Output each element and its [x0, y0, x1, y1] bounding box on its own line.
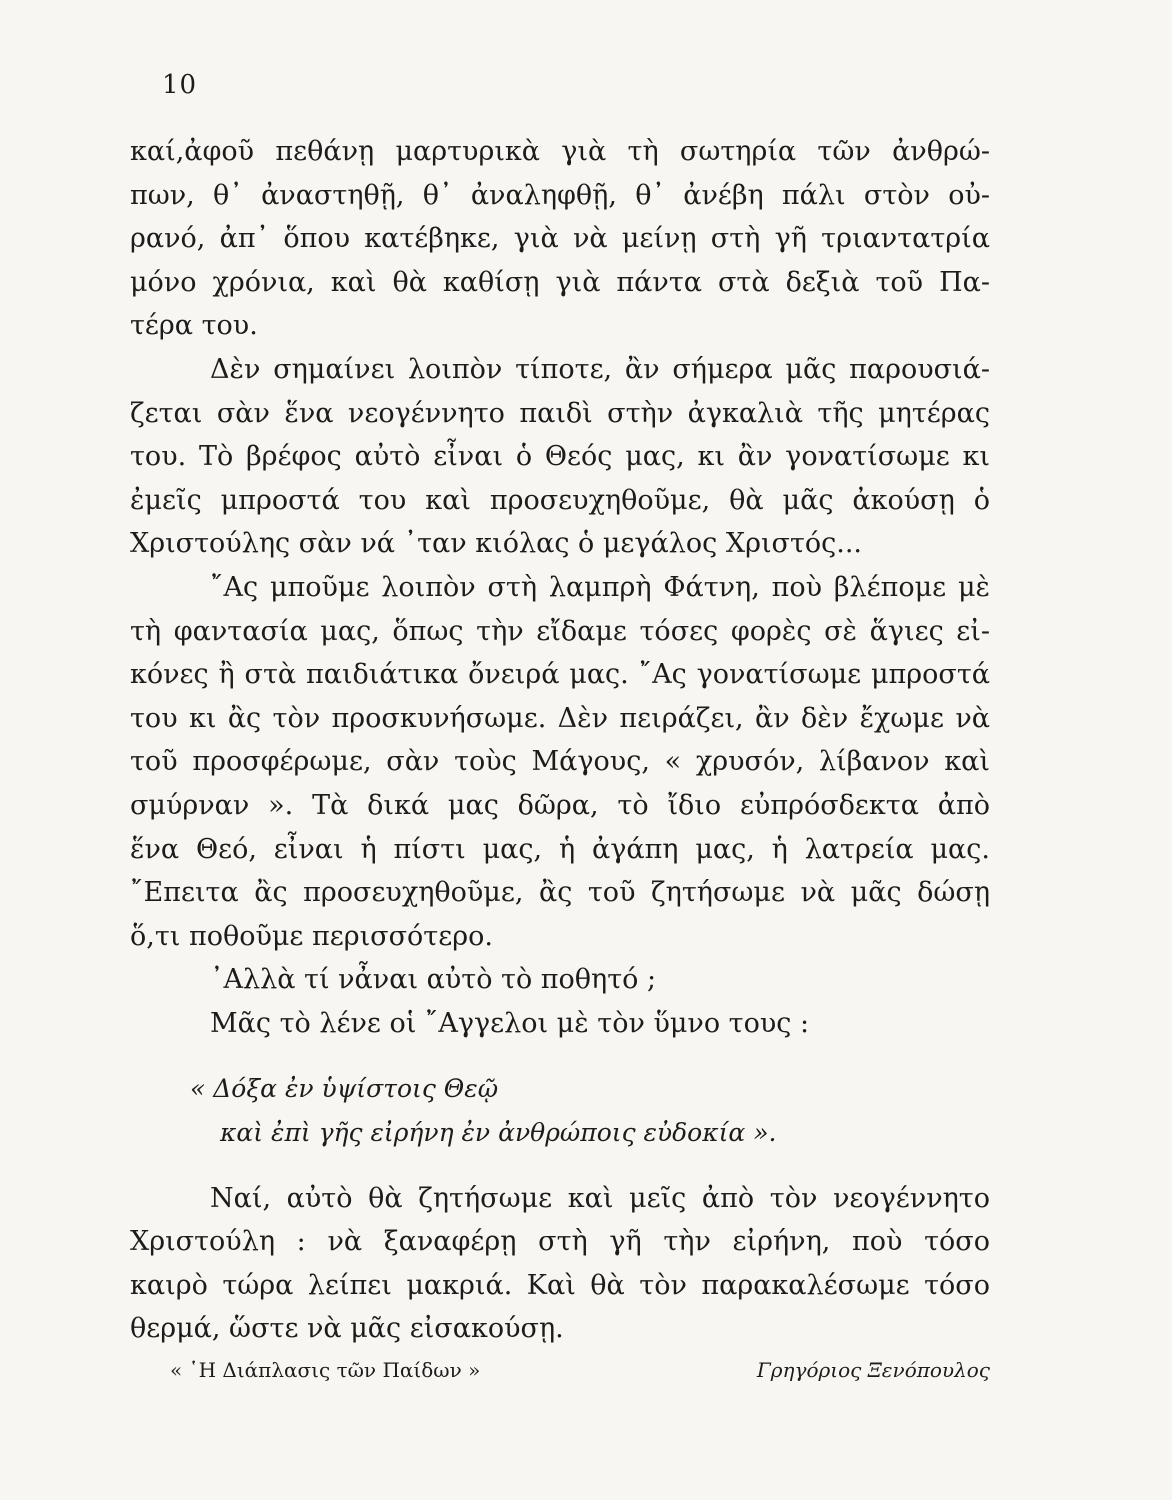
text-line: ρανό, ἀπ᾽ ὅπου κατέβηκε, γιὰ νὰ μείνῃ στὴ γῆ τριαντατρία: [130, 223, 990, 255]
text-line: Χριστούλης σὰν νά ᾿ταν κιόλας ὁ μεγάλος Χριστός...: [130, 528, 863, 560]
source-citation: « ῾Η Διάπλασις τῶν Παίδων »: [170, 1358, 481, 1382]
text-line: μόνο χρόνια, καὶ θὰ καθίσῃ γιὰ πάντα στὰ δεξιὰ τοῦ Πα-: [130, 266, 990, 298]
text-line: κόνες ἢ στὰ παιδιάτικα ὄνειρά μας. ῎Ας γονατίσωμε μπροστά: [130, 659, 990, 691]
page-number: 10: [162, 70, 198, 100]
text-line: ὅ,τι ποθοῦμε περισσότερο.: [130, 920, 493, 952]
text-line: Ναί, αὐτὸ θὰ ζητήσωμε καὶ μεῖς ἀπὸ τὸν νεογέννητο: [210, 1182, 990, 1214]
hymn-quote: [130, 1067, 990, 1154]
hymn-line: « Δόξα ἐν ὑψίστοις Θεῷ: [190, 1074, 499, 1104]
text-line: καιρὸ τώρα λείπει μακριά. Καὶ θὰ τὸν παρακαλέσωμε τόσο: [130, 1269, 990, 1301]
paragraph-5: [130, 1002, 990, 1046]
paragraph-3: [130, 566, 990, 958]
text-line: καί,ἀφοῦ πεθάνῃ μαρτυρικὰ γιὰ τὴ σωτηρία τῶν ἀνθρώ-: [130, 136, 990, 167]
text-line: του. Τὸ βρέφος αὐτὸ εἶναι ὁ Θεός μας, κι ἂν γονατίσωμε κι: [130, 441, 990, 473]
text-line: ἕνα Θεό, εἶναι ἡ πίστι μας, ἡ ἀγάπη μας, ἡ λατρεία μας.: [130, 833, 990, 865]
spacer: [130, 1155, 990, 1177]
text-line: τοῦ προσφέρωμε, σὰν τοὺς Μάγους, « χρυσόν, λίβανον καὶ: [130, 746, 990, 778]
text-line: ζεται σὰν ἕνα νεογέννητο παιδὶ στὴν ἀγκαλιὰ τῆς μητέρας: [130, 397, 990, 429]
text-line: ῎Ας μποῦμε λοιπὸν στὴ λαμπρὴ Φάτνη, ποὺ βλέπομε μὲ: [210, 571, 990, 603]
author-name: Γρηγόριος Ξενόπουλος: [756, 1358, 990, 1382]
text-line: Δὲν σημαίνει λοιπὸν τίποτε, ἂν σήμερα μᾶς παρουσιά-: [210, 353, 990, 385]
text-line: ᾿Αλλὰ τί νἆναι αὐτὸ τὸ ποθητό ;: [210, 964, 657, 996]
text-line: τὴ φαντασία μας, ὅπως τὴν εἴδαμε τόσες φορὲς σὲ ἅγιες εἰ-: [130, 615, 990, 647]
text-line: ῎Επειτα ἂς προσευχηθοῦμε, ἂς τοῦ ζητήσωμε νὰ μᾶς δώσῃ: [130, 877, 990, 909]
attribution: [130, 1358, 990, 1382]
text-line: Μᾶς τὸ λένε οἱ ῎Αγγελοι μὲ τὸν ὕμνο τους :: [210, 1007, 810, 1039]
text-line: του κι ἂς τὸν προσκυνήσωμε. Δὲν πειράζει, ἂν δὲν ἔχωμε νὰ: [130, 702, 990, 734]
text-line: ἐμεῖς μπροστά του καὶ προσευχηθοῦμε, θὰ μᾶς ἀκούσῃ ὁ: [130, 484, 990, 516]
text-line: σμύρναν ». Τὰ δικά μας δῶρα, τὸ ἴδιο εὐπρόσδεκτα ἀπὸ: [130, 789, 990, 821]
body-text: [130, 130, 990, 1351]
paragraph-4: [130, 958, 990, 1002]
paragraph-6: [130, 1177, 990, 1351]
hymn-line: καὶ ἐπὶ γῆς εἰρήνη ἐν ἀνθρώποις εὐδοκία ».: [220, 1118, 777, 1148]
text-line: πων, θ᾽ ἀναστηθῇ, θ᾽ ἀναληφθῇ, θ᾽ ἀνέβη πάλι στὸν οὐ-: [130, 179, 990, 211]
paragraph-2: [130, 348, 990, 566]
text-line: Χριστούλη : νὰ ξαναφέρῃ στὴ γῆ τὴν εἰρήνη, ποὺ τόσο: [130, 1226, 990, 1258]
text-line: θερμά, ὥστε νὰ μᾶς εἰσακούσῃ.: [130, 1313, 564, 1345]
text-line: τέρα του.: [130, 310, 258, 342]
spacer: [130, 1045, 990, 1067]
paragraph-1: [130, 130, 990, 348]
